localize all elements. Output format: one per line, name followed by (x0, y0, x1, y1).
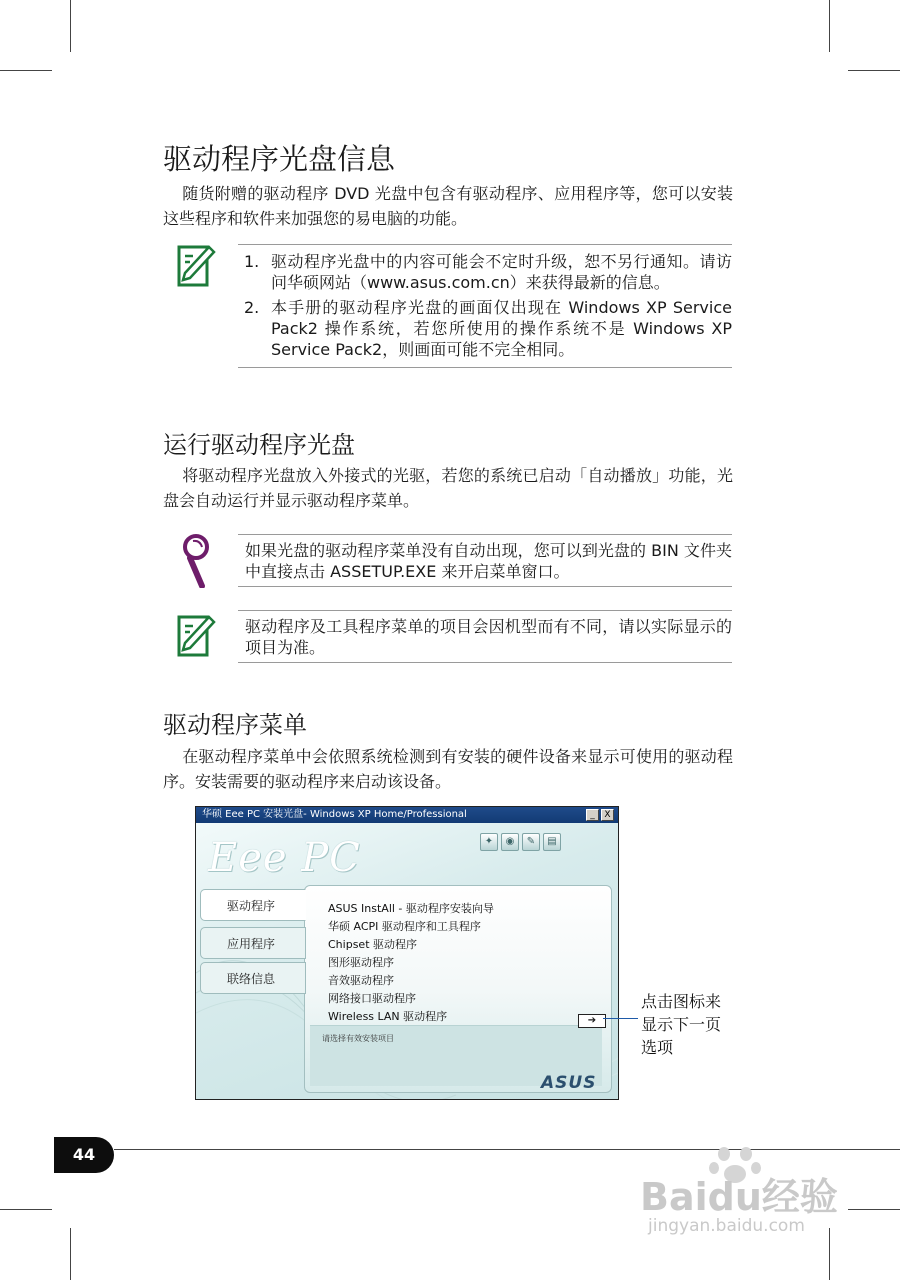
tools-icon[interactable]: ✎ (522, 833, 540, 851)
note-list (238, 251, 732, 360)
note-rule-bottom (238, 367, 732, 368)
tip-text: 如果光盘的驱动程序菜单没有自动出现，您可以到光盘的 BIN 文件夹中直接点击 ASSETUP.EXE 来开启菜单窗口。 (245, 541, 732, 581)
note-number: 2. (244, 298, 260, 317)
note-rule-top (238, 610, 732, 611)
page-number: 44 (54, 1137, 114, 1173)
tip-rule-top (238, 534, 732, 535)
window-body (196, 823, 618, 1099)
next-page-button[interactable]: ➔ (578, 1014, 606, 1028)
menu-item-wireless-lan[interactable]: Wireless LAN 驱动程序 (328, 1010, 448, 1023)
menu-item-asus-install[interactable]: ASUS InstAll - 驱动程序安装向导 (328, 902, 494, 915)
watermark-url: jingyan.baidu.com (648, 1216, 805, 1236)
eeepc-logo: Eee PC (208, 835, 361, 881)
window-title-bar (196, 807, 618, 823)
section-title-run-disc: 运行驱动程序光盘 (163, 431, 355, 459)
tip-magnifier-icon (178, 532, 214, 588)
watermark-brand: Baidu经验 (640, 1175, 838, 1219)
menu-item-graphics[interactable]: 图形驱动程序 (328, 956, 394, 969)
crop-mark (70, 0, 71, 52)
minimize-button[interactable]: _ (586, 809, 599, 821)
menu-item-audio[interactable]: 音效驱动程序 (328, 974, 394, 987)
close-button[interactable]: X (601, 809, 614, 821)
note-pencil-icon (176, 612, 216, 660)
crop-mark (829, 0, 830, 52)
section-paragraph: 随货附赠的驱动程序 DVD 光盘中包含有驱动程序、应用程序等，您可以安装这些程序和软件来加强您的易电脑的功能。 (163, 184, 733, 228)
window-title: 华硕 Eee PC 安装光盘- Windows XP Home/Professional (202, 809, 467, 820)
note-rule-bottom (238, 662, 732, 663)
disc-icon[interactable]: ◉ (501, 833, 519, 851)
callout-text (641, 990, 721, 1059)
callout-line-3: 选项 (641, 1038, 674, 1057)
asus-logo: ASUS (541, 1073, 597, 1093)
crop-mark (829, 1228, 830, 1280)
crop-mark (0, 70, 52, 71)
tab-drivers[interactable]: 驱动程序 (200, 889, 306, 921)
note-rule-top (238, 244, 732, 245)
menu-item-network[interactable]: 网络接口驱动程序 (328, 992, 416, 1005)
hint-text: 请选择有效安装项目 (322, 1034, 394, 1043)
crop-mark (0, 1209, 52, 1210)
callout-line (603, 1018, 638, 1019)
note-text: 本手册的驱动程序光盘的画面仅出现在 Windows XP Service Pack2 操作系统，若您所使用的操作系统不是 Windows XP Service Pack2，则画面可能不完全相同。 (271, 298, 732, 359)
callout-line-1: 点击图标来 (641, 992, 722, 1011)
document-icon[interactable]: ▤ (543, 833, 561, 851)
crop-mark (848, 70, 900, 71)
footer-rule (114, 1149, 900, 1150)
tab-contact-info[interactable]: 联络信息 (200, 962, 306, 994)
note-text: 驱动程序光盘中的内容可能会不定时升级，恕不另行通知。请访问华硕网站（www.asus.com.cn）来获得最新的信息。 (271, 252, 732, 292)
note-pencil-icon (176, 242, 216, 290)
section-paragraph: 将驱动程序光盘放入外接式的光驱，若您的系统已启动「自动播放」功能，光盘会自动运行并显示驱动程序菜单。 (163, 466, 733, 510)
driver-menu-window (195, 806, 619, 1100)
note-text: 驱动程序及工具程序菜单的项目会因机型而有不同，请以实际显示的项目为准。 (245, 617, 732, 657)
callout-line-2: 显示下一页 (641, 1015, 722, 1034)
menu-item-acpi[interactable]: 华硕 ACPI 驱动程序和工具程序 (328, 920, 481, 933)
note-number: 1. (244, 252, 260, 271)
note-item (238, 251, 732, 293)
section-title-disc-info: 驱动程序光盘信息 (163, 142, 396, 176)
section-paragraph: 在驱动程序菜单中会依照系统检测到有安装的硬件设备来显示可使用的驱动程序。安装需要的驱动程序来启动该设备。 (163, 747, 733, 791)
tab-applications[interactable]: 应用程序 (200, 927, 306, 959)
tip-rule-bottom (238, 586, 732, 587)
shield-icon[interactable]: ✦ (480, 833, 498, 851)
section-title-driver-menu: 驱动程序菜单 (163, 711, 307, 739)
crop-mark (848, 1209, 900, 1210)
crop-mark (70, 1228, 71, 1280)
note-item (238, 297, 732, 360)
menu-item-chipset[interactable]: Chipset 驱动程序 (328, 938, 417, 951)
